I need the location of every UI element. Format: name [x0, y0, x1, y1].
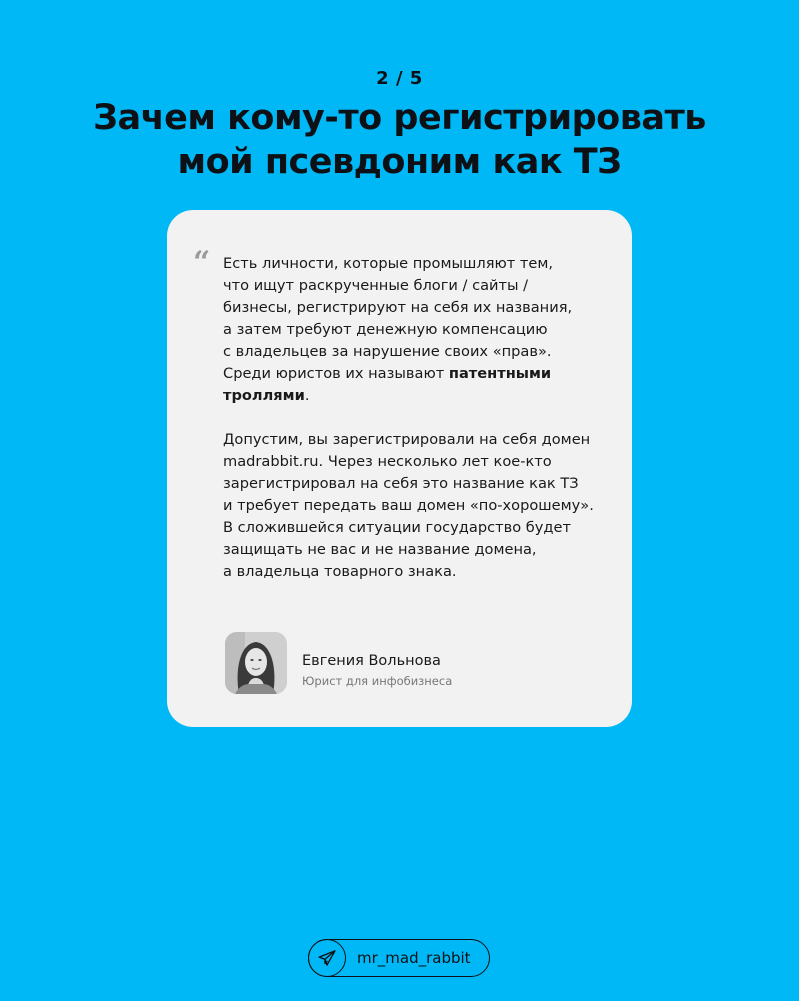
quote-line: защищать не вас и не название домена, — [223, 541, 537, 558]
telegram-handle-text: mr_mad_rabbit — [357, 949, 471, 967]
quote-paragraph-1 — [223, 253, 623, 407]
quote-paragraph-2 — [223, 429, 623, 583]
quote-line: бизнесы, регистрируют на себя их названия, — [223, 299, 573, 316]
quote-line: а затем требуют денежную компенсацию — [223, 321, 548, 338]
quote-line: В сложившейся ситуации государство будет — [223, 519, 572, 536]
quote-line: что ищут раскрученные блоги / сайты / — [223, 277, 529, 294]
author-block — [225, 632, 605, 694]
quote-line: Есть личности, которые промышляют тем, — [223, 255, 554, 272]
person-photo-icon — [225, 632, 287, 694]
quote-line: и требует передать ваш домен «по-хорошему». — [223, 497, 594, 514]
quote-bold-term: троллями — [223, 387, 305, 404]
quote-text — [223, 253, 623, 583]
quote-line: а владельца товарного знака. — [223, 563, 457, 580]
avatar — [225, 632, 287, 694]
quote-line: с владельцев за нарушение своих «прав». — [223, 343, 552, 360]
page-counter: 2 / 5 — [376, 68, 423, 89]
telegram-handle-link[interactable] — [308, 939, 490, 977]
author-role: Юрист для инфобизнеса — [302, 674, 453, 688]
quote-bold-term: патентными — [448, 365, 552, 382]
quote-mark-icon: “ — [193, 245, 211, 280]
quote-line: Допустим, вы зарегистрировали на себя домен — [223, 431, 591, 448]
title-line-2: мой псевдоним как ТЗ — [177, 142, 622, 182]
page-title — [40, 96, 759, 184]
quote-line: зарегистрировал на себя это название как ТЗ — [223, 475, 579, 492]
quote-card — [167, 210, 632, 727]
quote-line: . — [304, 387, 310, 404]
quote-line: Среди юристов их называют — [223, 365, 449, 382]
title-line-1: Зачем кому-то регистрировать — [93, 98, 706, 138]
telegram-icon — [308, 939, 346, 977]
quote-line: madrabbit.ru. Через несколько лет кое-кто — [223, 453, 552, 470]
author-name: Евгения Вольнова — [302, 653, 441, 669]
